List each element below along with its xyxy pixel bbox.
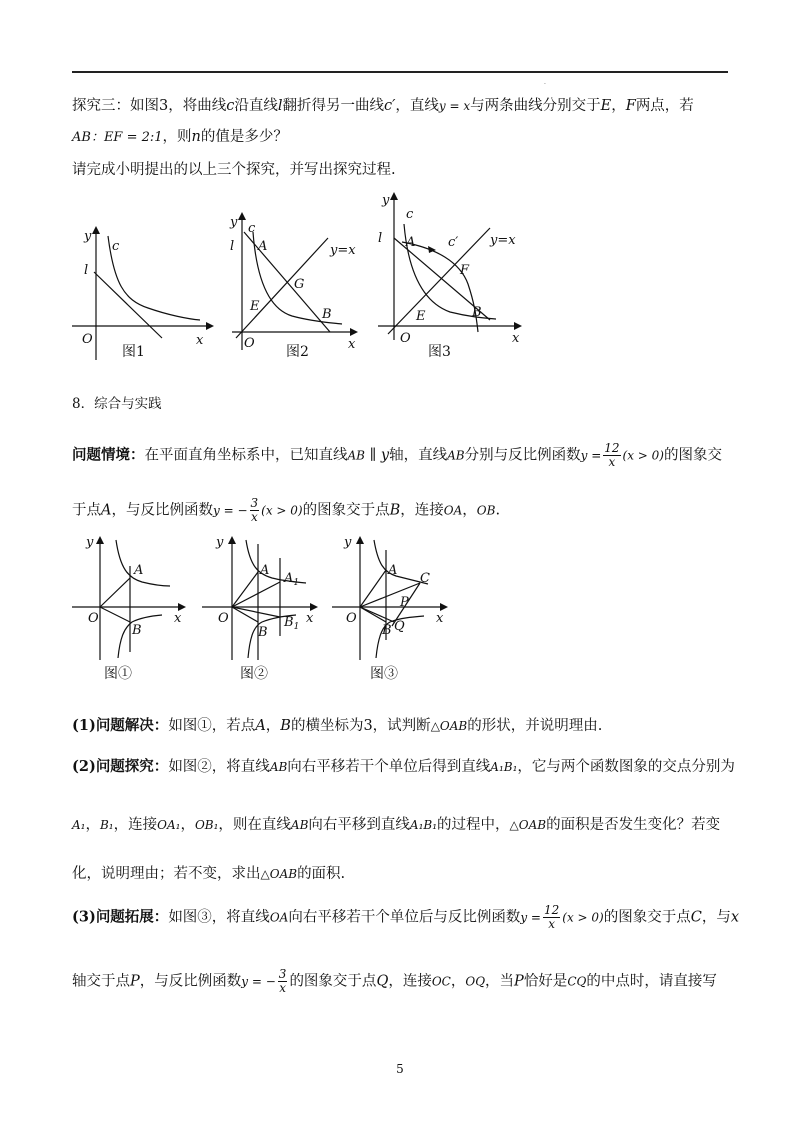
svg-text:y: y	[230, 215, 238, 230]
svg-text:图1: 图1	[122, 344, 145, 360]
fraction-3-over-x: $\frac{3}{x}$	[250, 496, 259, 524]
instruction: 请完成小明提出的以上三个探究，并写出探究过程.	[72, 162, 396, 178]
header-rule	[72, 71, 728, 73]
svg-text:F: F	[460, 263, 470, 278]
part2-line3: 化，说明理由；若不变，求出△OAB的面积.	[72, 866, 346, 882]
line-l	[94, 272, 162, 338]
figure-circle-2	[198, 530, 328, 690]
page-number: 5	[396, 1062, 404, 1076]
curve-c-prime	[402, 242, 478, 332]
svg-text:O: O	[88, 611, 99, 626]
svg-text:O: O	[346, 611, 357, 626]
part2-line1: (2)问题探究：如图②，将直线AB向右平移若干个单位后得到直线A₁B₁，它与两个函数图象的交点分别为	[72, 758, 735, 775]
svg-text:y=x: y=x	[490, 233, 516, 248]
svg-text:B1: $B_1$	[284, 615, 300, 632]
svg-text:c: c	[248, 221, 256, 236]
line-y-eq-x	[236, 238, 328, 338]
figure-3	[372, 190, 532, 360]
curve-c	[108, 236, 200, 320]
header-mark: .	[544, 79, 546, 86]
svg-text:y: y	[84, 229, 92, 244]
svg-text:P: P	[400, 595, 409, 610]
svg-text:G: G	[294, 277, 305, 292]
svg-text:y=x: y=x	[330, 243, 356, 258]
svg-text:A: A	[260, 563, 270, 578]
figure-2	[222, 210, 362, 360]
q8-scene-line1: 问题情境：在平面直角坐标系中，已知直线AB ∥ y轴，直线AB分别与反比例函数y = $\frac{12}{x}$ (x > 0)的图象交	[72, 441, 722, 469]
part2-line2: A₁，B₁，连接OA₁，OB₁，则在直线AB向右平移到直线A₁B₁的过程中，△OAB的面积是否发生变化？若变	[72, 817, 721, 833]
svg-text:y: y	[86, 535, 94, 550]
svg-text:A: A	[388, 563, 398, 578]
svg-text:c: c	[406, 207, 414, 222]
fraction-12-over-x: $\frac{12}{x}$	[543, 903, 560, 931]
fraction-3-over-x: $\frac{3}{x}$	[278, 967, 287, 995]
figure-1	[68, 188, 218, 368]
svg-text:l: l	[230, 239, 235, 254]
svg-text:图②: 图②	[240, 666, 268, 682]
figure-circle-3	[328, 530, 458, 690]
part1: (1)问题解决：如图①，若点A，B的横坐标为3，试判断△OAB的形状，并说明理由.	[72, 717, 603, 734]
svg-text:B: B	[382, 623, 392, 638]
q8-scene-line2: 于点A，与反比例函数y = − $\frac{3}{x}$ (x > 0)的图象交于点B，连接OA，OB.	[72, 496, 501, 524]
explore3-line1: 探究三：如图3，将曲线c沿直线l翻折得另一曲线c′，直线y = x与两条曲线分别交于E，F两点，若	[72, 98, 694, 114]
fraction-12-over-x: $\frac{12}{x}$	[604, 441, 620, 469]
svg-text:x: x	[174, 611, 182, 626]
figure-circle-1	[66, 530, 196, 690]
svg-text:C: C	[420, 571, 430, 586]
svg-text:A: A	[258, 239, 268, 254]
svg-text:A: A	[134, 563, 144, 578]
svg-text:x: x	[306, 611, 314, 626]
svg-text:x: x	[196, 333, 204, 348]
q8-title: 8．综合与实践	[72, 396, 162, 412]
explore3-label: 探究三：	[72, 98, 130, 114]
svg-text:A: A	[406, 235, 416, 250]
svg-text:图③: 图③	[370, 666, 398, 682]
svg-text:O: O	[82, 332, 93, 347]
svg-text:y: y	[216, 535, 224, 550]
part3-line2: 轴交于点P，与反比例函数y = − $\frac{3}{x}$ 的图象交于点Q，连接OC，OQ，当P恰好是CQ的中点时，请直接写	[72, 967, 717, 995]
svg-text:E: E	[250, 299, 260, 314]
svg-text:x: x	[348, 337, 356, 352]
svg-text:O: O	[400, 331, 411, 346]
svg-text:y: y	[382, 193, 390, 208]
svg-text:O: O	[244, 336, 255, 351]
svg-text:A1: $A_1$	[284, 571, 300, 588]
part3-line1: (3)问题拓展：如图③，将直线OA向右平移若干个单位后与反比例函数y = $\frac{12}{x}$ (x > 0)的图象交于点C，与x	[72, 903, 740, 931]
explore3-line2: AB：EF = 2:1，则n的值是多少？	[72, 129, 288, 145]
svg-text:图①: 图①	[104, 666, 132, 682]
svg-text:B: B	[322, 307, 332, 322]
svg-text:O: O	[218, 611, 229, 626]
svg-text:c: c	[112, 239, 120, 254]
svg-text:x: x	[436, 611, 444, 626]
svg-text:l: l	[378, 231, 383, 246]
svg-text:c′: c′	[448, 235, 459, 250]
svg-text:图3: 图3	[428, 344, 451, 360]
svg-text:B: B	[472, 305, 482, 320]
svg-text:E: E	[416, 309, 426, 324]
svg-text:图2: 图2	[286, 344, 309, 360]
svg-text:x: x	[512, 331, 520, 346]
svg-text:B: B	[258, 625, 268, 640]
svg-text:y: y	[344, 535, 352, 550]
svg-text:B: B	[132, 623, 142, 638]
svg-text:l: l	[84, 263, 89, 278]
svg-text:Q: Q	[394, 619, 405, 634]
